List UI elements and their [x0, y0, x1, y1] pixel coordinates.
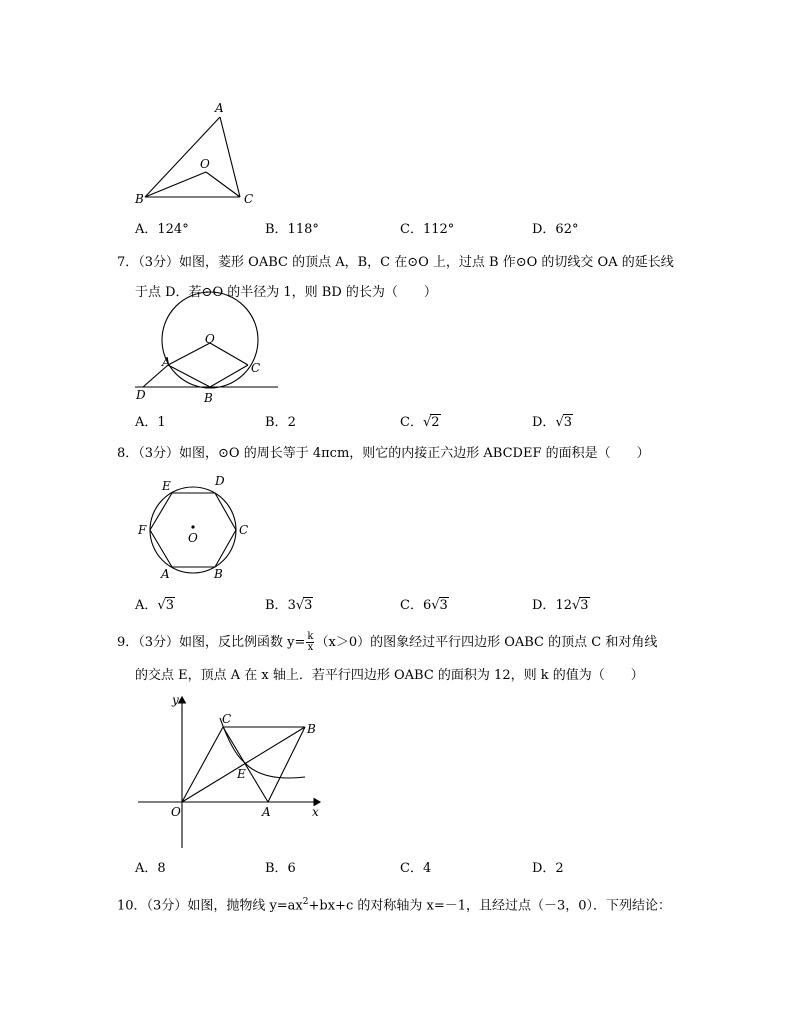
fraction-k-over-x: $\frac{k}{x}$ — [307, 631, 314, 653]
q8-label-O: O — [188, 531, 198, 545]
sqrt-symbol: √2 — [422, 415, 440, 430]
q8-label-F: F — [138, 523, 147, 537]
q6-option-b: B．118° — [265, 222, 319, 237]
q9-option-a: A．8 — [135, 861, 166, 876]
q7-stem-line2: 于点 D．若⊙O 的半径为 1，则 BD 的长为（ ） — [135, 285, 437, 300]
q9-option-d: D．2 — [532, 861, 564, 876]
sqrt-symbol: √3 — [157, 598, 174, 613]
q9-stem-line2: 的交点 E，顶点 A 在 x 轴上．若平行四边形 OABC 的面积为 12，则 k 的值为（ ） — [135, 668, 644, 683]
q7-label-O: O — [205, 332, 215, 346]
q8-label-D: D — [215, 474, 225, 488]
q7-label-C: C — [251, 361, 261, 375]
sqrt-symbol: √3 — [295, 598, 313, 613]
sqrt-symbol: √3 — [431, 598, 448, 613]
q8-label-C: C — [239, 523, 249, 537]
q9-label-C: C — [222, 712, 232, 726]
q6-label-O: O — [200, 157, 210, 171]
q7-option-a: A．1 — [135, 415, 166, 430]
q7-label-B: B — [204, 391, 213, 405]
q9-option-c: C．4 — [400, 861, 432, 876]
q7-option-d: D．√3 — [532, 415, 573, 430]
q9-label-x: x — [312, 805, 319, 819]
q8-label-A: A — [161, 567, 170, 581]
q8-option-b: B．3√3 — [265, 598, 313, 613]
q9-stem-line1: 9．（3分）如图，反比例函数 y= $\frac{k}{x}$ （x＞0）的图象经过平行四边形 OABC 的顶点 C 和对角线 — [117, 631, 658, 653]
q6-label-B: B — [135, 192, 144, 206]
q7-label-A: A — [162, 355, 171, 369]
q9-label-y: y — [172, 693, 179, 707]
q7-label-D: D — [136, 388, 146, 402]
q9-label-O: O — [171, 805, 181, 819]
q9-option-b: B．6 — [265, 861, 296, 876]
q6-option-d: D．62° — [532, 222, 579, 237]
q8-option-c: C．6√3 — [400, 598, 448, 613]
q6-label-A: A — [215, 101, 224, 115]
q8-stem-line1: 8．（3分）如图，⊙O 的周长等于 4πcm，则它的内接正六边形 ABCDEF 的面积是（ ） — [117, 446, 650, 461]
q6-label-C: C — [244, 192, 254, 206]
q7-stem-line1: 7．（3分）如图，菱形 OABC 的顶点 A，B，C 在⊙O 上，过点 B 作⊙O 的切线交 OA 的延长线 — [117, 255, 674, 270]
q6-option-a: A．124° — [135, 222, 189, 237]
q8-option-a: A．√3 — [135, 598, 174, 613]
q8-label-E: E — [162, 479, 171, 493]
q8-option-d: D．12√3 — [532, 598, 589, 613]
q6-option-c: C．112° — [400, 222, 455, 237]
q9-label-B: B — [307, 722, 316, 736]
q9-label-A: A — [262, 805, 271, 819]
q7-option-c: C．√2 — [400, 415, 440, 430]
q10-stem-line1: 10．（3分）如图，抛物线 $y=ax^2+bx+c$ 的对称轴为 x=－1，且经过点（－3，0）．下列结论： — [117, 897, 672, 914]
q8-label-B: B — [214, 567, 223, 581]
sqrt-symbol: √3 — [555, 415, 573, 430]
sqrt-symbol: √3 — [571, 598, 589, 613]
q7-option-b: B．2 — [265, 415, 296, 430]
q9-label-E: E — [237, 767, 246, 781]
